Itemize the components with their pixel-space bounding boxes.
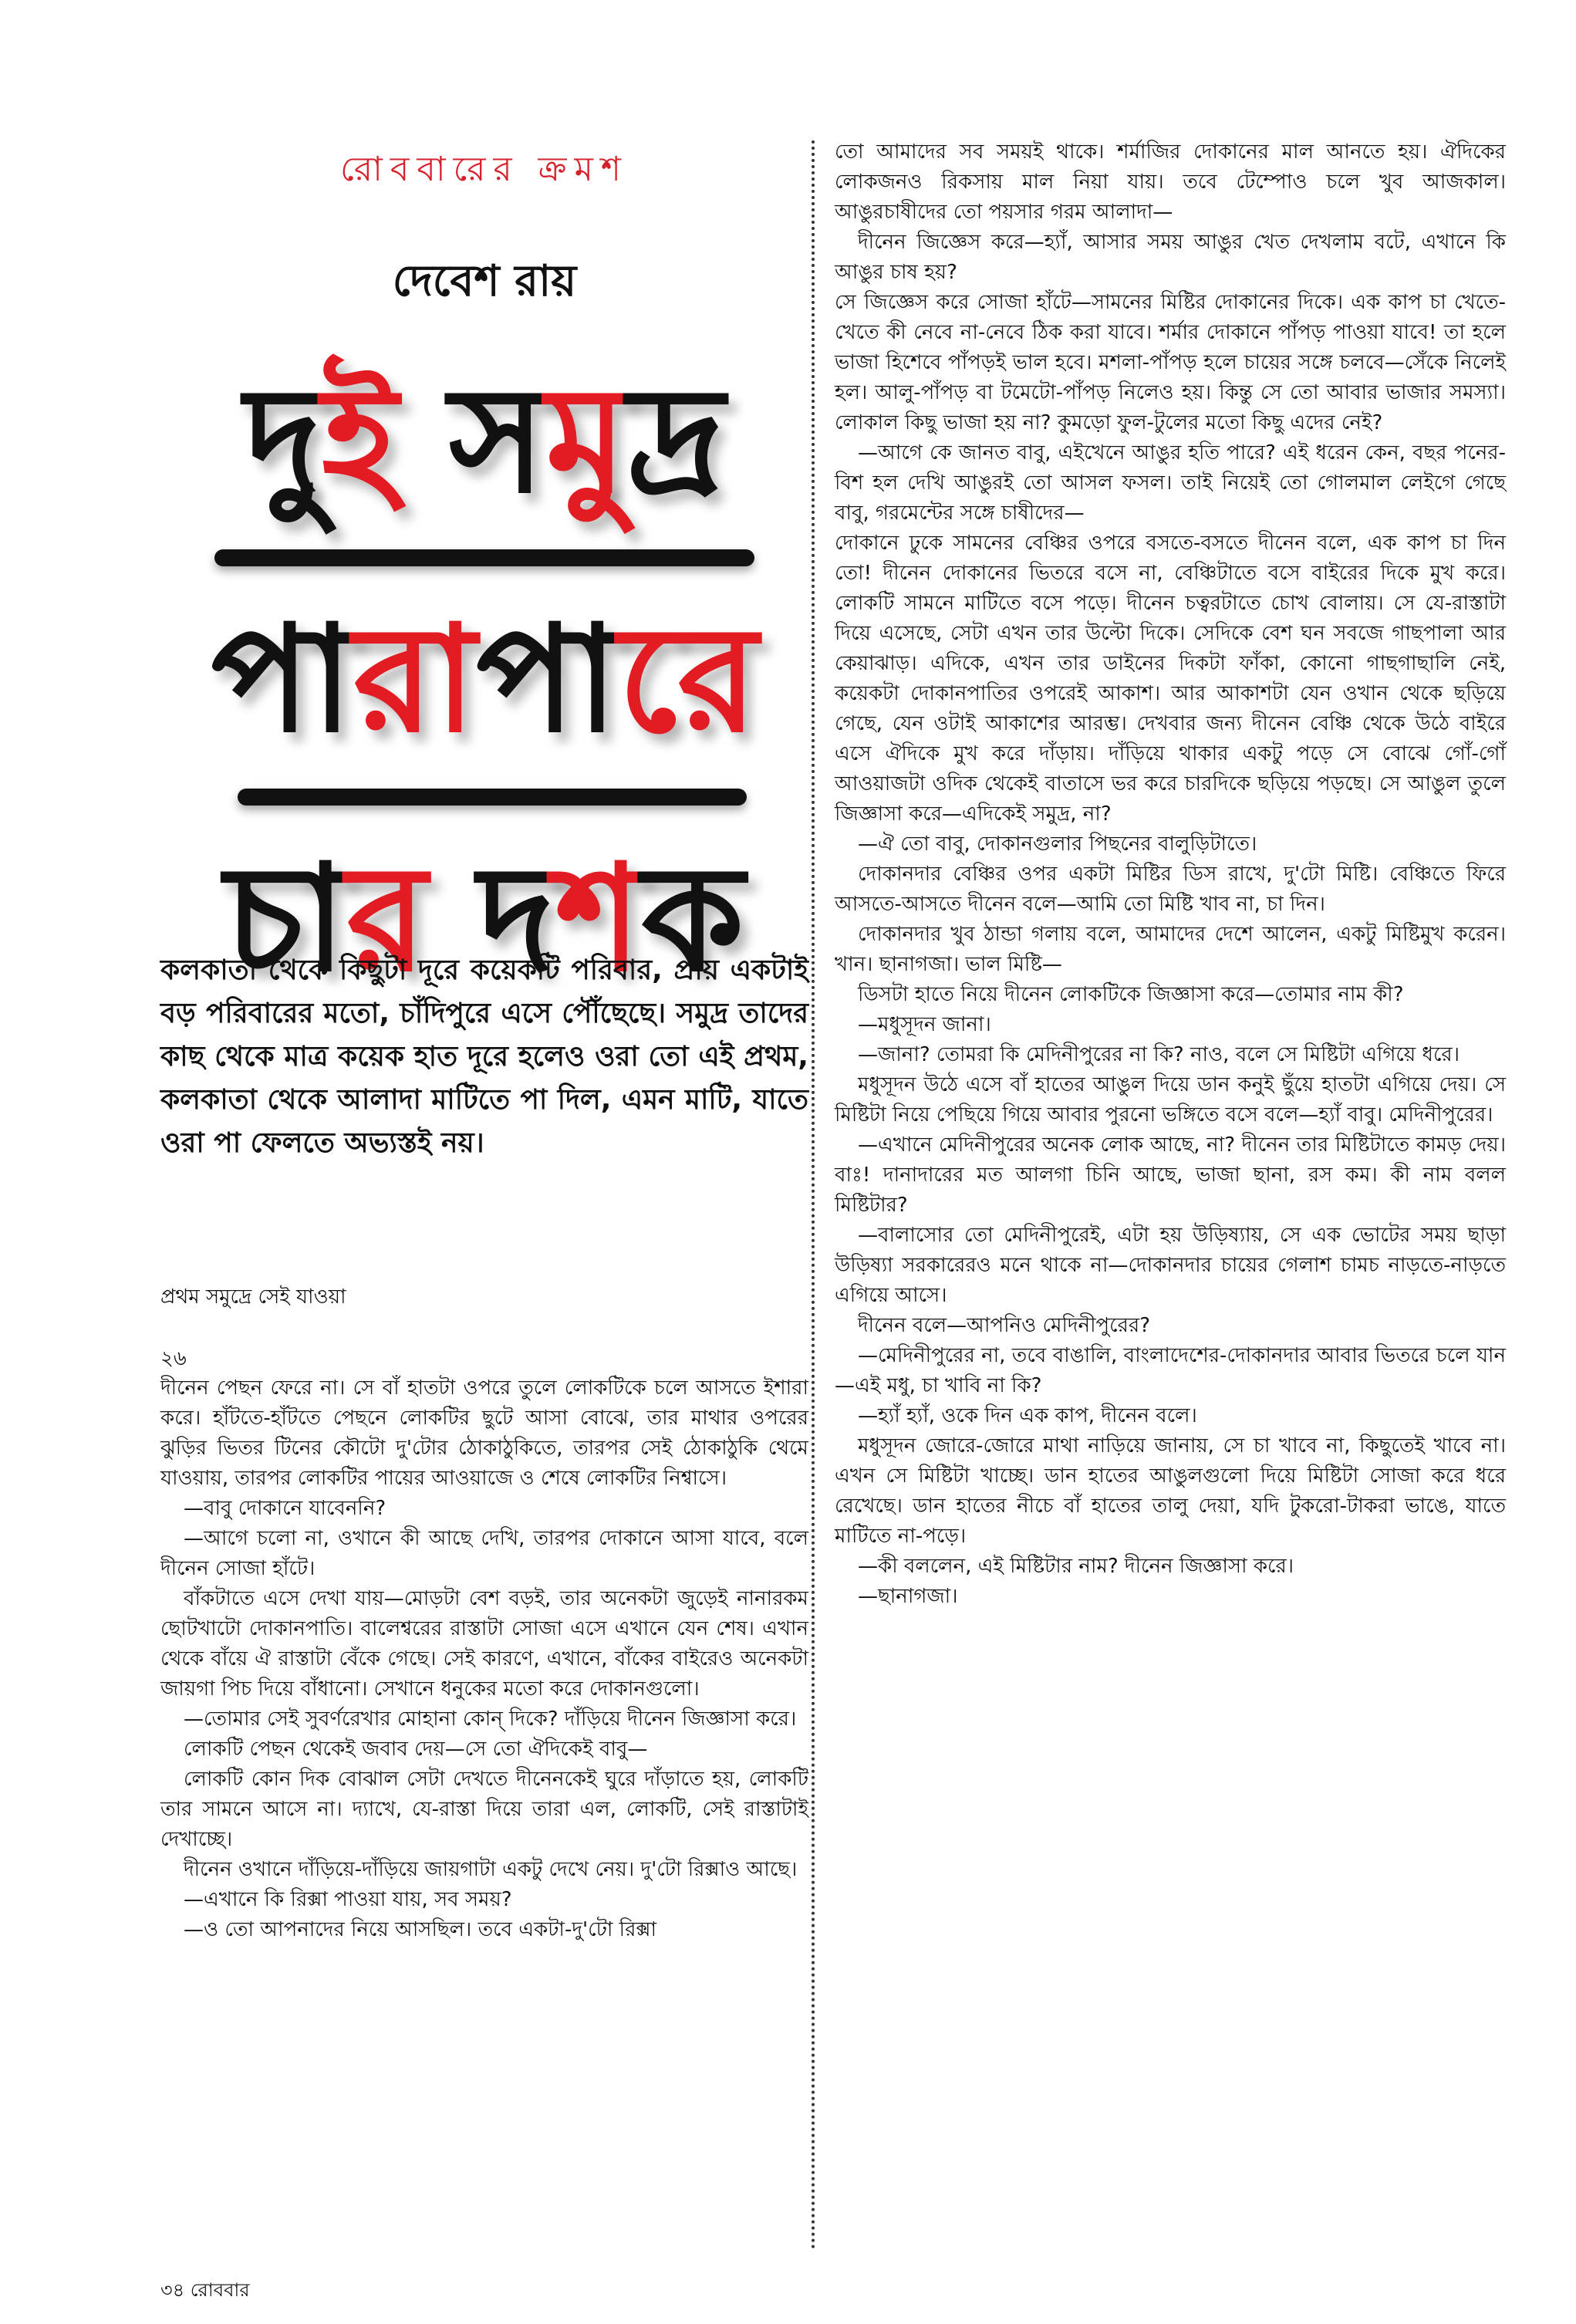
paragraph: —বাবু দোকানে যাবেননি? [184, 1497, 386, 1520]
paragraph: দীনেন ওখানে দাঁড়িয়ে-দাঁড়িয়ে জায়গাটা একটু দেখে নেয়। দু'টো রিক্সাও আছে। [184, 1858, 798, 1881]
chapter-title: প্রথম সমুদ্রে সেই যাওয়া [160, 1285, 346, 1309]
paragraph: —জানা? তোমরা কি মেদিনীপুরের না কি? নাও, বলে সে মিষ্টিটা এগিয়ে ধরে। [858, 1043, 1460, 1066]
paragraph: —ও তো আপনাদের নিয়ে আসছিল। তবে একটা-দু'টো রিক্সা [184, 1918, 657, 1941]
series-label: রোববারের ক্রমশ [340, 150, 629, 189]
paragraph: —মেদিনীপুরের না, তবে বাঙালি, বাংলাদেশের-দোকানদার আবার ভিতরে চলে যান—এই মধু, চা খাবি না কি? [835, 1344, 1506, 1397]
paragraph: মধুসূদন জোরে-জোরে মাথা নাড়িয়ে জানায়, সে চা খাবে না, কিছুতেই খাবে না। এখন সে মিষ্টিটা খাচ্ছে। ডান হাতের আঙুলগুলো দিয়ে মিষ্টিটা সোজা করে ধরে রেখেছে। ডান হাতের নীচে বাঁ হাতের তালু দেয়া, যদি টুকরো-টাকরা ভাঙে, যাতে মাটিতে না-পড়ে। [835, 1434, 1506, 1548]
title-line-1 [160, 347, 808, 532]
paragraph: —ঐ তো বাবু, দোকানগুলার পিছনের বালুড়িটাতে। [858, 833, 1257, 856]
brush-stroke-2 [238, 789, 747, 806]
title-segment: দু [244, 353, 322, 525]
title-segment-red: মু [545, 353, 627, 525]
paragraph: —এখানে কি রিক্সা পাওয়া যায়, সব সময়? [184, 1888, 512, 1911]
left-body-text [160, 1373, 808, 1945]
paragraph: —বালাসোর তো মেদিনীপুরেই, এটা হয় উড়িষ্যায়, সে এক ভোটের সময় ছাড়া উড়িষ্যা সরকারেরও মনে থাকে না—দোকানদার চায়ের গেলাশ চামচ নাড়তে-নাড়তে এগিয়ে আসে। [835, 1224, 1506, 1307]
title-line-2 [160, 586, 808, 772]
title-segment: দ [427, 832, 555, 1004]
paragraph: —কী বললেন, এই মিষ্টিটার নাম? দীনেন জিজ্ঞাসা করে। [858, 1555, 1294, 1578]
paragraph: দীনেন জিজ্ঞেস করে—হ্যাঁ, আসার সময় আঙুর খেত দেখলাম বটে, এখানে কি আঙুর চাষ হয়? [835, 231, 1506, 284]
title-segment: ক [641, 832, 744, 1004]
right-body-text [835, 137, 1506, 1612]
paragraph: —এখানে মেদিনীপুরের অনেক লোক আছে, না? দীনেন তার মিষ্টিটাতে কামড় দেয়। বাঃ! দানাদারের মত আলগা চিনি আছে, ভাজা ছানা, রস কম। কী নাম বলল মিষ্টিটার? [835, 1133, 1506, 1217]
left-column [160, 139, 808, 1941]
title-segment-red: রা [353, 593, 477, 765]
title-segment: দ্র [626, 353, 725, 525]
paragraph: দোকানদার খুব ঠান্ডা গলায় বলে, আমাদের দেশে আলেন, একটু মিষ্টিমুখ করেন। খান। ছানাগজা। ভাল মিষ্টি— [835, 923, 1506, 976]
paragraph: দোকানদার বেঞ্চির ওপর একটা মিষ্টির ডিস রাখে, দু'টো মিষ্টি। বেঞ্চিতে ফিরে আসতে-আসতে দীনেন বলে—আমি তো মিষ্টি খাব না, চা দিন। [835, 863, 1506, 916]
author-name: দেবেশ রায় [392, 256, 577, 306]
title-segment-red: ই [321, 353, 398, 525]
paragraph: বাঁকটাতে এসে দেখা যায়—মোড়টা বেশ বড়ই, তার অনেকটা জুড়েই নানারকম ছোটখাটো দোকানপাতি। বালেশ্বরের রাস্তাটা সোজা এসে এখানে যেন শেষ। এখান থেকে বাঁয়ে ঐ রাস্তাটা বেঁকে গেছে। সেই কারণে, এখানে, বাঁকের বাইরেও অনেকটা জায়গা পিচ দিয়ে বাঁধানো। সেখানে ধনুকের মতো করে দোকানগুলো। [160, 1587, 808, 1701]
brush-stroke-1 [214, 549, 754, 566]
title-segment: পা [211, 593, 353, 765]
paragraph: ডিসটা হাতে নিয়ে দীনেন লোকটিকে জিজ্ঞাসা করে—তোমার নাম কী? [858, 983, 1404, 1006]
column-divider [812, 140, 815, 2251]
paragraph: তো আমাদের সব সময়ই থাকে। শর্মাজির দোকানের মাল আনতে হয়। ঐদিকের লোকজনও রিকসায় মাল নিয়া যায়। তবে টেম্পোও চলে খুব আজকাল। আঙুরচাষীদের তো পয়সার গরম আলাদা— [835, 140, 1506, 224]
title-segment-red: শ [555, 832, 642, 1004]
paragraph: —মধুসূদন জানা। [858, 1013, 991, 1036]
paragraph: —হ্যাঁ হ্যাঁ, ওকে দিন এক কাপ, দীনেন বলে। [858, 1404, 1197, 1427]
intro-blurb: কলকাতা থেকে কিছুটা দূরে কয়েকটি পরিবার, প্রায় একটাই বড় পরিবারের মতো, চাঁদিপুরে এসে পৌঁছেছে। সমুদ্র তাদের কাছ থেকে মাত্র কয়েক হাত দূরে হলেও ওরা তো এই প্রথম, কলকাতা থেকে আলাদা মাটিতে পা দিল, এমন মাটি, যাতে ওরা পা ফেলতে অভ্যস্তই নয়। [160, 954, 808, 1159]
right-column [835, 137, 1506, 1612]
title-segment: পা [476, 593, 619, 765]
page-footer: ৩৪ রোববার [160, 2279, 250, 2301]
paragraph: —আগে চলো না, ওখানে কী আছে দেখি, তারপর দোকানে আসা যাবে, বলে দীনেন সোজা হাঁটে। [160, 1527, 808, 1580]
paragraph: লোকটি কোন দিক বোঝাল সেটা দেখতে দীনেনকেই ঘুরে দাঁড়াতে হয়, লোকটি তার সামনে আসে না। দ্যাখে, যে-রাস্তা দিয়ে তারা এল, লোকটি, সেই রাস্তাটাই দেখাচ্ছে। [160, 1768, 808, 1851]
title-segment-red: রে [618, 593, 758, 765]
paragraph: মধুসূদন উঠে এসে বাঁ হাতের আঙুল দিয়ে ডান কনুই ছুঁয়ে হাতটা এগিয়ে দেয়। সে মিষ্টিটা নিয়ে পেছিয়ে গিয়ে আবার পুরনো ভঙ্গিতে বসে বলে—হ্যাঁ বাবু। মেদিনীপুরের। [835, 1073, 1506, 1127]
paragraph: —ছানাগজা। [858, 1585, 958, 1608]
paragraph: সে জিজ্ঞেস করে সোজা হাঁটে—সামনের মিষ্টির দোকানের দিকে। এক কাপ চা খেতে-খেতে কী নেবে না-নেবে ঠিক করা যাবে। শর্মার দোকানে পাঁপড় পাওয়া যাবে! তা হলে ভাজা হিশেবে পাঁপড়ই ভাল হবে। মশলা-পাঁপড় হলে চায়ের সঙ্গে চলবে—সেঁকে নিলেই হল। আলু-পাঁপড় বা টমেটো-পাঁপড় নিলেও হয়। কিন্তু সে তো আবার ভাজার সমস্যা। লোকাল কিছু ভাজা হয় না? কুমড়ো ফুল-টুলের মতো কিছু এদের নেই? [835, 291, 1506, 434]
installment-number: ২৬ [160, 1347, 187, 1370]
title-segment-red: র [346, 832, 427, 1004]
paragraph: দীনেন বলে—আপনিও মেদিনীপুরের? [858, 1314, 1151, 1337]
paragraph: দীনেন পেছন ফেরে না। সে বাঁ হাতটা ওপরে তুলে লোকটিকে চলে আসতে ইশারা করে। হাঁটতে-হাঁটতে পেছনে লোকটির ছুটে আসা বোঝে, তার মাথার ওপরের ঝুড়ির ভিতর টিনের কৌটো দু'টোর ঠোকাঠুকিতে, তারপর সেই ঠোকাঠুকি থেমে যাওয়ায়, তারপর লোকটির পায়ের আওয়াজে ও শেষে লোকটির নিশ্বাসে। [160, 1376, 808, 1490]
title-segment: চা [224, 832, 346, 1004]
title-segment: স [397, 353, 546, 525]
paragraph: —তোমার সেই সুবর্ণরেখার মোহানা কোন্ দিকে? দাঁড়িয়ে দীনেন জিজ্ঞাসা করে। [184, 1708, 797, 1731]
paragraph: —আগে কে জানত বাবু, এইখেনে আঙুর হতি পারে? এই ধরেন কেন, বছর পনের-বিশ হল দেখি আঙুরই তো আসল ফসল। তাই নিয়েই তো গোলমাল লেইগে গেছে বাবু, গরমেন্টের সঙ্গে চাষীদের— [835, 441, 1506, 525]
paragraph: লোকটি পেছন থেকেই জবাব দেয়—সে তো ঐদিকেই বাবু— [184, 1738, 648, 1761]
paragraph: দোকানে ঢুকে সামনের বেঞ্চির ওপরে বসতে-বসতে দীনেন বলে, এক কাপ চা দিন তো! দীনেন দোকানের ভিতরে বসে না, বেঞ্চিটাতে বসে বাইরের দিকে মুখ করে। লোকটি সামনে মাটিতে বসে পড়ে। দীনেন চত্বরটাতে চোখ বোলায়। সে যে-রাস্তাটা দিয়ে এসেছে, সেটা এখন তার উল্টো দিকে। সেদিকে বেশ ঘন সবজে গাছপালা আর কেয়াঝাড়। এদিকে, এখন তার ডাইনের দিকটা ফাঁকা, কোনো গাছগাছালি নেই, কয়েকটা দোকানপাতির ওপরেই আকাশ। আর আকাশটা যেন ওখান থেকে ছড়িয়ে গেছে, যেন ওটাই আকাশের আরম্ভ। দেখবার জন্য দীনেন বেঞ্চি থেকে উঠে বাইরে এসে ঐদিকে মুখ করে দাঁড়ায়। দাঁড়িয়ে থাকার একটু পড়ে সে বোঝে গোঁ-গোঁ আওয়াজটা ওদিক থেকেই বাতাসে ভর করে চারদিকে ছড়িয়ে পড়ছে। সে আঙুল তুলে জিজ্ঞাসা করে—এদিকেই সমুদ্র, না? [835, 532, 1506, 826]
